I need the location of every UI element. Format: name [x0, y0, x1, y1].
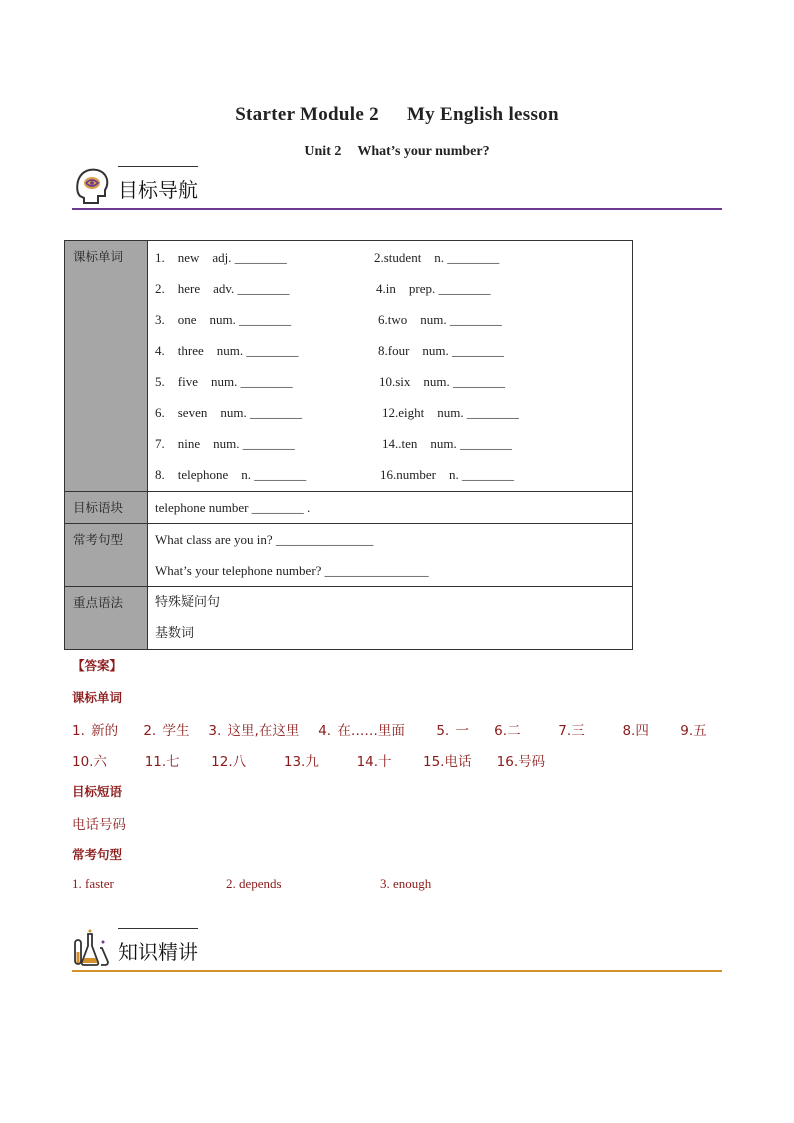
table-row-phrase — [65, 492, 633, 524]
answer-phrase: 电话号码 — [72, 817, 126, 833]
section-header-goals — [72, 164, 722, 210]
title-module: Starter Module 2 — [235, 104, 379, 125]
vocab-row: 6. seven num. ________ 12.eight num. ________ — [155, 405, 519, 420]
page-title — [0, 104, 794, 126]
answer-sentence-item: 2. depends — [226, 876, 282, 891]
subtitle-unit: Unit 2 — [304, 144, 342, 159]
vocab-row: 4. three num. ________ 8.four num. ________ — [155, 343, 505, 358]
title-lesson: My English lesson — [406, 104, 559, 125]
vocab-row: 8. telephone n. ________ 16.number n. ________ — [155, 467, 514, 482]
section-header-knowledge — [72, 926, 722, 972]
answer-sentence-head: 常考句型 — [72, 847, 123, 862]
grammar-item: 基数词 — [155, 626, 195, 641]
vocab-cell — [148, 241, 633, 492]
grammar-cell — [148, 587, 633, 650]
vocab-label: 课标单词 — [65, 241, 148, 492]
section-label-knowledge: 知识精讲 — [118, 940, 198, 964]
phrase-text: telephone number ________ . — [155, 500, 311, 515]
header-top-line — [118, 166, 198, 167]
answer-heading: 【答案】 — [72, 658, 123, 673]
answer-sentence-item: 3. enough — [380, 876, 432, 891]
lab-flask-icon — [72, 928, 112, 968]
answer-vocab-line: 10.六 11.七 12.八 13.九 14.十 15.电话 16.号码 — [72, 754, 546, 770]
section-rule-purple — [72, 208, 722, 210]
table-row-grammar — [65, 587, 633, 650]
brain-head-icon — [72, 166, 112, 206]
vocab-row: 2. here adv. ________ 4.in prep. ________ — [155, 281, 491, 296]
table-row-sentence — [65, 524, 633, 587]
goals-table — [64, 240, 633, 650]
sentence-cell — [148, 524, 633, 587]
section-rule-orange — [72, 970, 722, 972]
sentence-item: What class are you in? _______________ — [155, 532, 374, 547]
grammar-item: 特殊疑问句 — [155, 595, 221, 610]
answer-phrase-head: 目标短语 — [72, 784, 123, 799]
vocab-row: 7. nine num. ________ 14..ten num. ________ — [155, 436, 512, 451]
vocab-row: 1. new adj. ________ 2.student n. ________ — [155, 250, 500, 265]
vocab-row: 3. one num. ________ 6.two num. ________ — [155, 312, 502, 327]
phrase-label: 目标语块 — [65, 492, 148, 524]
sentence-item: What’s your telephone number? ________________ — [155, 563, 429, 578]
answer-sentence-item: 1. faster — [72, 876, 114, 891]
page-subtitle — [0, 144, 794, 160]
vocab-row: 5. five num. ________ 10.six num. ________ — [155, 374, 506, 389]
grammar-label: 重点语法 — [65, 587, 148, 650]
sentence-label: 常考句型 — [65, 524, 148, 587]
answer-vocab-head: 课标单词 — [72, 690, 123, 705]
header-top-line — [118, 928, 198, 929]
phrase-cell — [148, 492, 633, 524]
section-label-goals: 目标导航 — [118, 178, 198, 202]
subtitle-topic: What’s your number? — [357, 144, 490, 159]
table-row-vocab — [65, 241, 633, 492]
answer-vocab-line: 1. 新的 2. 学生 3. 这里,在这里 4. 在……里面 5. 一 6.二 7.三 8.四 9.五 — [72, 723, 707, 739]
